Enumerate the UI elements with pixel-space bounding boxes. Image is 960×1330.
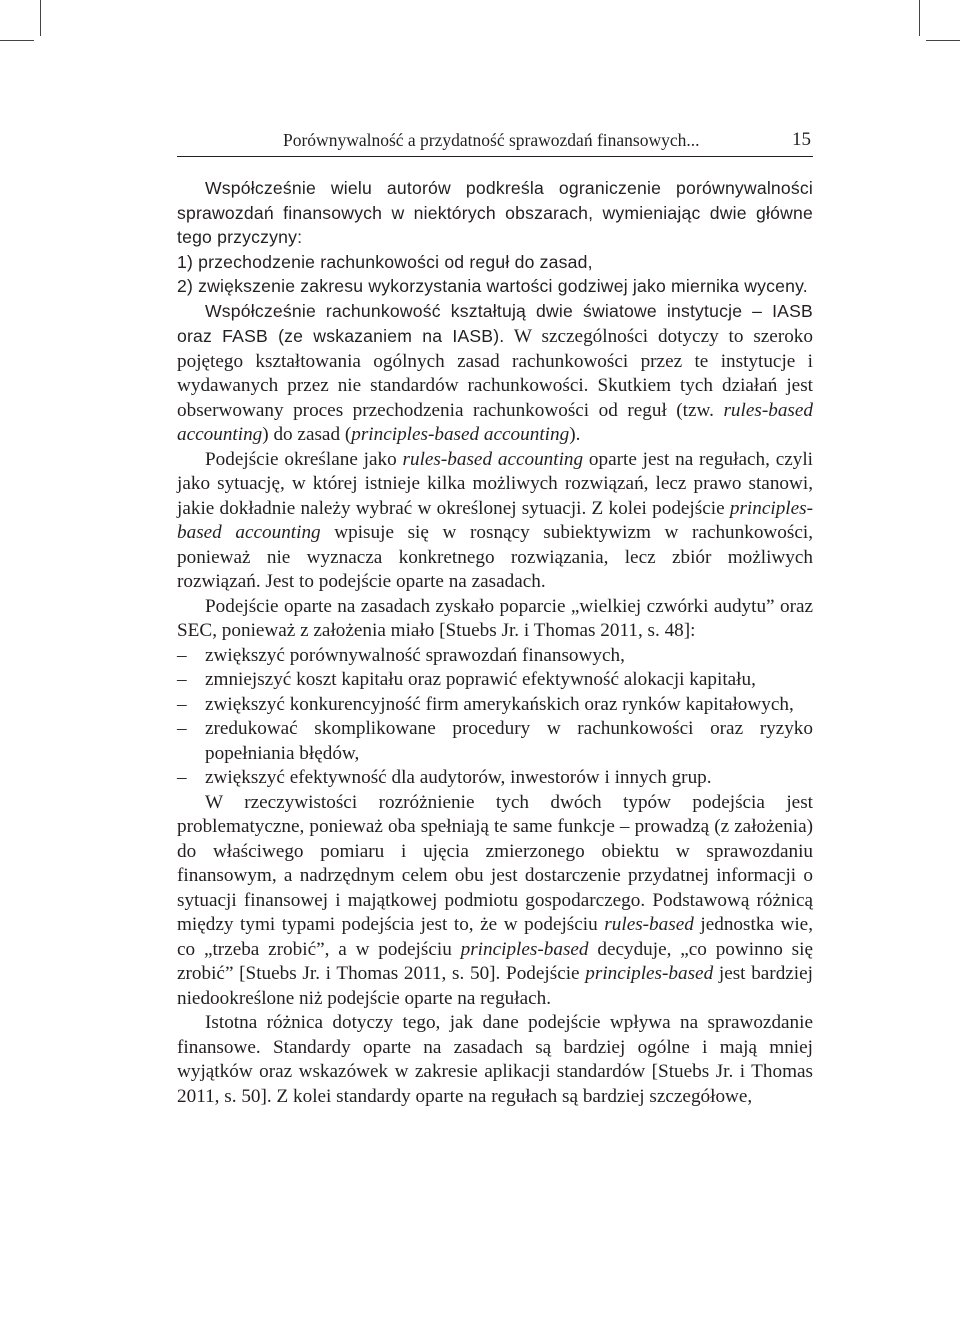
text-segment: decyduje, „co powinno się zrobić” [Stuebs Jr. i Thomas 2011, s. 50]. Podejście — [177, 938, 813, 984]
paragraph-distinction — [177, 791, 813, 1012]
text-segment: ) do zasad ( — [262, 424, 352, 445]
italic-term: principles-based accounting — [351, 424, 570, 445]
text-segment: Współcześnie rachunkowość kształtują dwie światowe instytucje – IASB oraz FASB (ze wskazaniem na IASB). — [177, 300, 813, 346]
paragraph-support: Podejście oparte na zasadach zyskało poparcie „wielkiej czwórki audytu” oraz SEC, ponieważ z założenia miało [Stuebs Jr. i Thomas 2011, s. 48]: — [177, 595, 813, 641]
text-segment: ). — [569, 424, 581, 445]
text-segment: W szczególności dotyczy to szeroko pojętego kształtowania ogólnych zasad rachunkowości przez te instytucje i wydawanych przez nie standardów rachunkowości. Skutkiem tych działań jest obserwowany proces przechodzenia rachunkowości od reguł (tzw. — [177, 326, 813, 421]
text-segment: Podejście określane jako — [205, 448, 403, 470]
italic-term: principles-based accounting — [177, 497, 813, 543]
list-item: – zwiększyć konkurencyjność firm amerykańskich oraz rynków kapitałowych, — [177, 693, 813, 718]
goals-list — [177, 644, 813, 791]
list-item: – zwiększyć efektywność dla audytorów, inwestorów i innych grup. — [177, 766, 813, 791]
crop-mark-top-left-v — [40, 0, 41, 36]
running-header — [177, 126, 813, 157]
italic-term: rules-based accounting — [177, 399, 813, 445]
text-segment: wpisuje się w rosnący subiektywizm w rachunkowości, ponieważ nie wyznacza konkretnego rozwiązania, lecz zbiór możliwych rozwiązań. Jest to podejście oparte na zasadach. — [177, 522, 813, 592]
reasons-list — [177, 250, 813, 299]
italic-term: principles-based — [460, 938, 589, 960]
page-number: 15 — [792, 129, 811, 150]
text-segment: oparte jest na regułach, czyli jako sytuację, w której istnieje kilka możliwych rozwiązań, lecz prawo stanowi, jakie dokładnie należy wybrać w określonej sytuacji. Z kolei podejście — [177, 448, 813, 519]
list-item: – zmniejszyć koszt kapitału oraz poprawić efektywność alokacji kapitału, — [177, 668, 813, 693]
crop-mark-top-left-h — [0, 40, 34, 41]
body-text — [177, 176, 813, 1109]
list-item: – zredukować skomplikowane procedury w rachunkowości oraz ryzyko popełniania błędów, — [177, 717, 813, 766]
italic-term: principles-based — [585, 963, 714, 984]
text-segment: jednostka wie, co „trzeba zrobić”, a w podejściu — [177, 914, 813, 960]
italic-term: rules-based accounting — [402, 448, 584, 470]
crop-mark-top-right-h — [926, 40, 960, 41]
list-item: 2) zwiększenie zakresu wykorzystania wartości godziwej jako miernika wyceny. — [177, 276, 808, 296]
crop-mark-top-right-v — [919, 0, 920, 36]
italic-term: rules-based — [604, 914, 694, 935]
text-segment: jest bardziej niedookreślone niż podejście oparte na regułach. — [177, 963, 813, 1009]
text-segment: W rzeczywistości rozróżnienie tych dwóch typów podejścia jest problematyczne, ponieważ oba spełniają te same funkcje – prowadzą (z założenia) do właściwego pomiaru i ujęcia zmierzonego obiektu w sprawozdaniu finansowym, a nadrzędnym celem obu jest dostarczenie przydatnej informacji o sytuacji finansowej i majątkowej podmiotu gospodarczego. Podstawową różnicą między tymi typami podejścia jest to, że w podejściu — [177, 791, 813, 935]
paragraph-standards: Istotna różnica dotyczy tego, jak dane podejście wpływa na sprawozdanie finansowe. Standardy oparte na zasadach są bardziej ogólne i mają mniej wyjątków oraz wskazówek w zakresie aplikacji standardów [Stuebs Jr. i Thomas 2011, s. 50]. Z kolei standardy oparte na regułach są bardziej szczegółowe, — [177, 1012, 813, 1107]
list-item: – zwiększyć porównywalność sprawozdań finansowych, — [177, 644, 813, 669]
list-item: 1) przechodzenie rachunkowości od reguł do zasad, — [177, 251, 593, 272]
paragraph-intro: Współcześnie wielu autorów podkreśla ograniczenie porównywalności sprawozdań finansowych w niektórych obszarach, wymieniając dwie główne tego przyczyny: — [177, 178, 813, 247]
paragraph-rules-based — [177, 448, 813, 595]
running-title: Porównywalność a przydatność sprawozdań finansowych... — [283, 130, 700, 150]
paragraph-institutions — [177, 299, 813, 448]
